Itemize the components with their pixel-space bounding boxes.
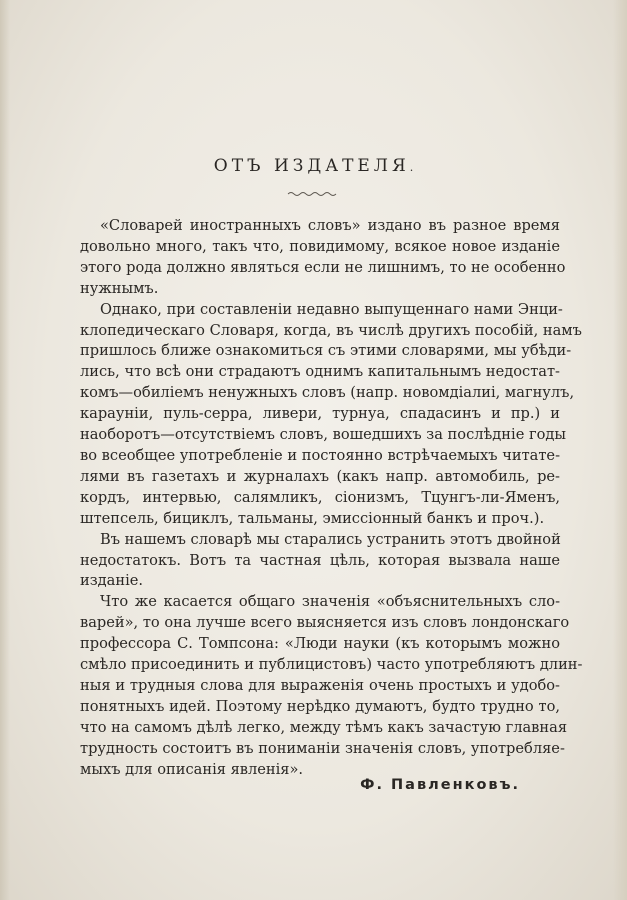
- page-edge-shadow-left: [0, 0, 10, 900]
- text-line: понятныхъ идей. Поэтому нерѣдко думаютъ, будто трудно то,: [80, 697, 560, 715]
- text-line: наоборотъ—отсутствіемъ словъ, вошедшихъ за послѣдніе годы: [80, 426, 566, 444]
- text-line: клопедическаго Словаря, когда, въ числѣ другихъ пособій, намъ: [80, 321, 582, 339]
- text-line: мыхъ для описанія явленія».: [80, 760, 304, 778]
- page-title-text: ОТЪ ИЗДАТЕЛЯ: [213, 156, 410, 176]
- paragraph-4: [80, 592, 583, 780]
- text-line: Въ нашемъ словарѣ мы старались устранить этотъ двойной: [100, 530, 561, 548]
- text-line: нужнымъ.: [80, 279, 159, 297]
- text-line: во всеобщее употребленіе и постоянно встрѣчаемыхъ читате-: [80, 446, 560, 464]
- text-line: комъ—обиліемъ ненужныхъ словъ (напр. новомдіалиі, магнулъ,: [80, 384, 575, 402]
- text-line: карауніи, пуль-серра, ливери, турнуа, спадасинъ и пр.) и: [80, 405, 560, 423]
- text-line: недостатокъ. Вотъ та частная цѣль, которая вызвала наше: [80, 551, 560, 569]
- text-line: что на самомъ дѣлѣ легко, между тѣмъ какъ зачастую главная: [80, 718, 568, 736]
- preface-body: [80, 216, 583, 780]
- author-signature: Ф. Павленковъ.: [360, 777, 520, 793]
- text-line: лями въ газетахъ и журналахъ (какъ напр. автомобиль, ре-: [80, 467, 560, 485]
- text-line: «Словарей иностранныхъ словъ» издано въ разное время: [100, 217, 560, 234]
- text-line: довольно много, такъ что, повидимому, всякое новое изданіе: [80, 237, 560, 255]
- page-edge-shadow-right: [613, 0, 627, 900]
- text-line: кордъ, интервью, салямликъ, сіонизмъ, Тцунгъ-ли-Яменъ,: [80, 488, 560, 506]
- text-line: варей», то она лучше всего выясняется изъ словъ лондонскаго: [80, 614, 570, 632]
- text-line: лись, что всѣ они страдаютъ однимъ капитальнымъ недостат-: [80, 363, 560, 381]
- page-title: [0, 156, 627, 176]
- text-line: изданіе.: [80, 572, 144, 590]
- paragraph-3: [80, 530, 560, 593]
- text-line: трудность состоитъ въ пониманіи значенія словъ, употребляе-: [80, 739, 565, 757]
- text-line: Однако, при составленіи недавно выпущеннаго нами Энци-: [100, 300, 563, 318]
- text-line: штепсель, бициклъ, тальманы, эмиссіонный банкъ и проч.).: [80, 509, 545, 527]
- text-line: ныя и трудныя слова для выраженія очень простыхъ и удобо-: [80, 676, 560, 694]
- paragraph-2: [80, 300, 582, 530]
- paragraph-1: [80, 216, 566, 300]
- wavy-rule-icon: [287, 190, 339, 198]
- page-title-dot: .: [409, 161, 414, 174]
- text-line: пришлось ближе ознакомиться съ этими словарями, мы убѣди-: [80, 342, 572, 360]
- text-line: смѣло присоединить и публицистовъ) часто употребляютъ длин-: [80, 656, 583, 674]
- text-line: этого рода должно являться если не лишнимъ, то не особенно: [80, 258, 566, 276]
- text-line: профессора С. Томпсона: «Люди науки (къ которымъ можно: [80, 635, 560, 653]
- text-line: Что же касается общаго значенія «объяснительныхъ сло-: [100, 593, 560, 611]
